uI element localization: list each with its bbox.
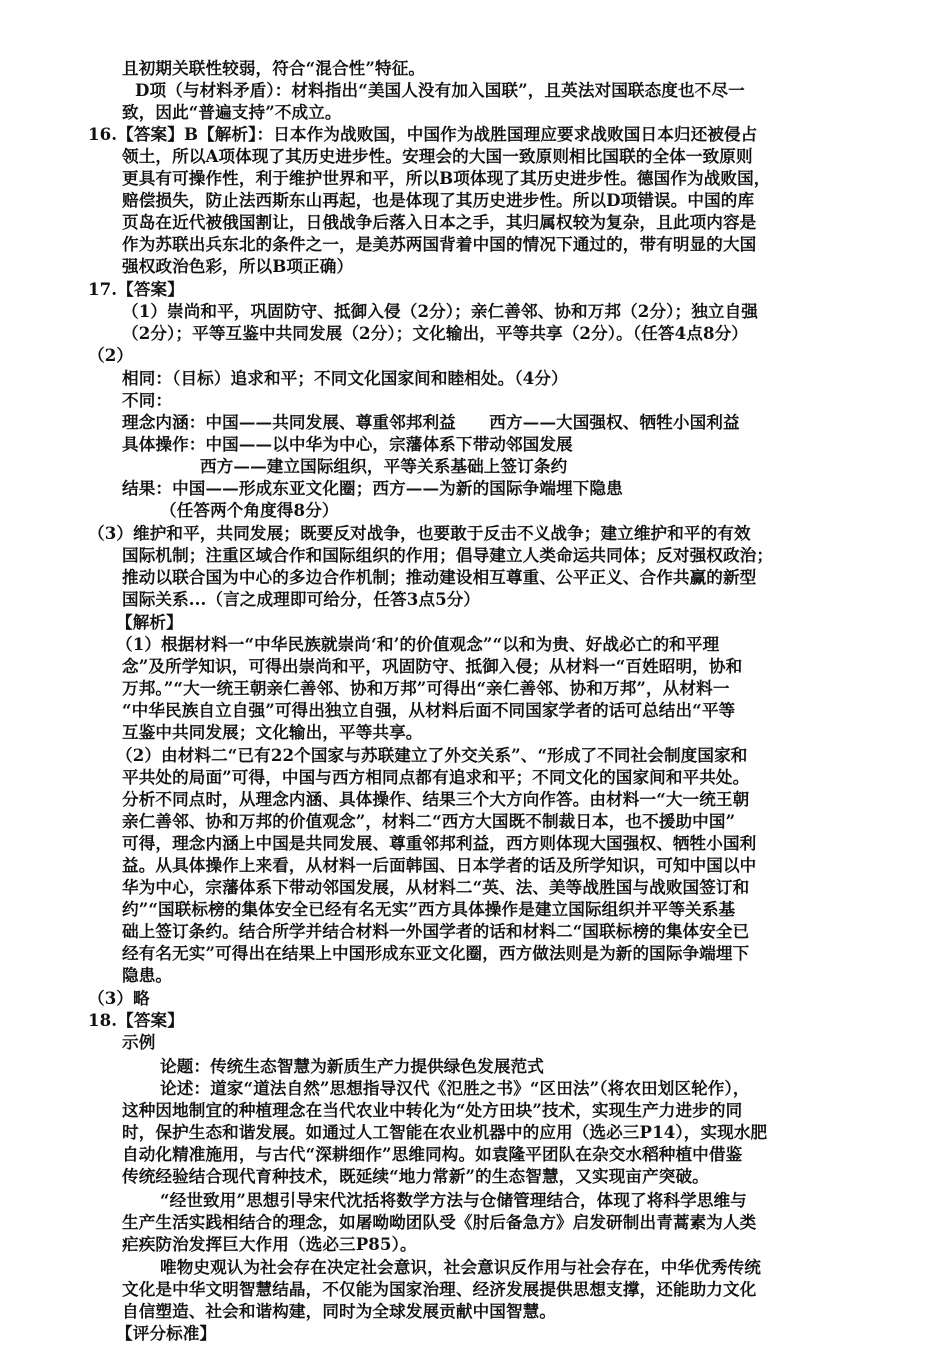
text-line: 这种因地制宜的种植理念在当代农业中转化为“处方田块”技术，实现生产力进步的同: [122, 1100, 743, 1120]
text-line: 自信塑造、社会和谐构建，同时为全球发展贡献中国智慧。: [122, 1301, 557, 1321]
text-line: 不同：: [122, 390, 173, 410]
text-line: 致，因此“普遍支持”不成立。: [122, 102, 342, 122]
text-line: 时，保护生态和谐发展。如通过人工智能在农业机器中的应用（选必三P14），实现水肥: [122, 1122, 768, 1142]
text-line: 隐患。: [122, 965, 173, 985]
text-line: 领土，所以A项体现了其历史进步性。安理会的大国一致原则相比国联的全体一致原则: [122, 146, 753, 166]
text-line: 推动以联合国为中心的多边合作机制；推动建设相互尊重、公平正义、合作共赢的新型: [122, 567, 757, 587]
text-line: （任答两个角度得8分）: [160, 500, 339, 520]
text-line: 益。从具体操作上来看，从材料一后面韩国、日本学者的话及所学知识，可知中国以中: [122, 855, 757, 875]
text-line: 强权政治色彩，所以B项正确）: [122, 256, 354, 276]
text-line: “经世致用”思想引导宋代沈括将数学方法与仓储管理结合，体现了将科学思维与: [160, 1190, 747, 1210]
text-line: 国际关系...（言之成理即可给分，任答3点5分）: [122, 589, 481, 609]
text-line: 文化是中华文明智慧结晶，不仅能为国家治理、经济发展提供思想支撑，还能助力文化: [122, 1279, 757, 1299]
text-line: （2）: [88, 345, 134, 365]
text-line: “中华民族自立自强”可得出独立自强，从材料后面不同国家学者的话可总结出“平等: [122, 700, 736, 720]
text-line: 理念内涵：中国——共同发展、尊重邻邦利益 西方——大国强权、牺牲小国利益: [122, 412, 740, 432]
text-line: 传统经验结合现代育种技术，既延续“地力常新”的生态智慧，又实现亩产突破。: [122, 1166, 709, 1186]
text-line: 国际机制；注重区域合作和国际组织的作用；倡导建立人类命运共同体；反对强权政治；: [122, 545, 774, 565]
text-line: 【评分标准】: [116, 1323, 217, 1343]
text-line: 具体操作：中国——以中华为中心，宗藩体系下带动邻国发展: [122, 434, 573, 454]
text-line: 自动化精准施用，与古代“深耕细作”思维同构。如袁隆平团队在杂交水稻种植中借鉴: [122, 1144, 743, 1164]
text-line: 作为苏联出兵东北的条件之一，是美苏两国背着中国的情况下通过的，带有明显的大国: [122, 234, 757, 254]
text-line: 约”“国联标榜的集体安全已经有名无实”西方具体操作是建立国际组织并平等关系基: [122, 899, 736, 919]
text-line: 结果：中国——形成东亚文化圈；西方——为新的国际争端埋下隐患: [122, 478, 623, 498]
text-line: 更具有可操作性，利于维护世界和平，所以B项体现了其历史进步性。德国作为战败国，: [122, 168, 771, 188]
text-line: 念”及所学知识，可得出崇尚和平，巩固防守、抵御入侵；从材料一“百姓昭明，协和: [122, 656, 743, 676]
text-line: 18.【答案】: [88, 1010, 184, 1030]
text-line: 可得，理念内涵上中国是共同发展、尊重邻邦利益，西方则体现大国强权、牺牲小国利: [122, 833, 757, 853]
text-line: 唯物史观认为社会存在决定社会意识，社会意识反作用与社会存在，中华优秀传统: [160, 1257, 761, 1277]
text-line: 疟疾防治发挥巨大作用（选必三P85）。: [122, 1234, 417, 1254]
text-line: 且初期关联性较弱，符合“混合性”特征。: [122, 58, 426, 78]
text-line: （2）由材料二“已有22个国家与苏联建立了外交关系”、“形成了不同社会制度国家和: [116, 745, 748, 765]
text-line: 赔偿损失，防止法西斯东山再起，也是体现了其历史进步性。所以D项错误。中国的库: [122, 190, 755, 210]
text-line: 万邦。”“大一统王朝亲仁善邻、协和万邦”可得出“亲仁善邻、协和万邦”，从材料一: [122, 678, 730, 698]
text-line: 生产生活实践相结合的理念，如屠呦呦团队受《肘后备急方》启发研制出青蒿素为人类: [122, 1212, 757, 1232]
text-line: 经有名无实”可得出在结果上中国形成东亚文化圈，西方做法则是为新的国际争端埋下: [122, 943, 750, 963]
text-line: 亲仁善邻、协和万邦的价值观念”，材料二“西方大国既不制裁日本，也不援助中国”: [122, 811, 736, 831]
text-line: （3）略: [88, 988, 150, 1008]
text-line: （3）维护和平，共同发展；既要反对战争，也要敢于反击不义战争；建立维护和平的有效: [88, 523, 751, 543]
text-line: 16.【答案】B【解析】：日本作为战败国，中国作为战胜国理应要求战败国日本归还被侵占: [88, 124, 758, 144]
text-line: 互鉴中共同发展；文化输出，平等共享。: [122, 722, 423, 742]
text-line: 分析不同点时，从理念内涵、具体操作、结果三个大方向作答。由材料一“大一统王朝: [122, 789, 750, 809]
text-line: 示例: [122, 1032, 156, 1052]
text-line: 论述：道家“道法自然”思想指导汉代《氾胜之书》“区田法”（将农田划区轮作），: [160, 1078, 750, 1098]
text-line: 【解析】: [116, 612, 183, 632]
text-line: 相同：（目标）追求和平；不同文化国家间和睦相处。（4分）: [122, 368, 568, 388]
text-line: 平共处的局面”可得，中国与西方相同点都有追求和平；不同文化的国家间和平共处。: [122, 767, 750, 787]
text-line: （1）崇尚和平，巩固防守、抵御入侵（2分）；亲仁善邻、协和万邦（2分）；独立自强: [122, 301, 759, 321]
text-line: （2分）；平等互鉴中共同发展（2分）；文化输出，平等共享（2分）。（任答4点8分）: [122, 323, 749, 343]
text-line: （1）根据材料一“中华民族就崇尚‘和’的价值观念”“以和为贵、好战必亡的和平理: [116, 634, 720, 654]
text-line: 17.【答案】: [88, 279, 184, 299]
text-line: 页岛在近代被俄国割让，日俄战争后落入日本之手，其归属权较为复杂，且此项内容是: [122, 212, 757, 232]
text-line: 华为中心，宗藩体系下带动邻国发展，从材料二“英、法、美等战胜国与战败国签订和: [122, 877, 750, 897]
text-line: 础上签订条约。结合所学并结合材料一外国学者的话和材料二“国联标榜的集体安全已: [122, 921, 750, 941]
text-line: 论题：传统生态智慧为新质生产力提供绿色发展范式: [160, 1056, 544, 1076]
text-line: 西方——建立国际组织，平等关系基础上签订条约: [200, 456, 568, 476]
text-line: D项（与材料矛盾）：材料指出“美国人没有加入国联”，且英法对国联态度也不尽一: [135, 80, 745, 100]
